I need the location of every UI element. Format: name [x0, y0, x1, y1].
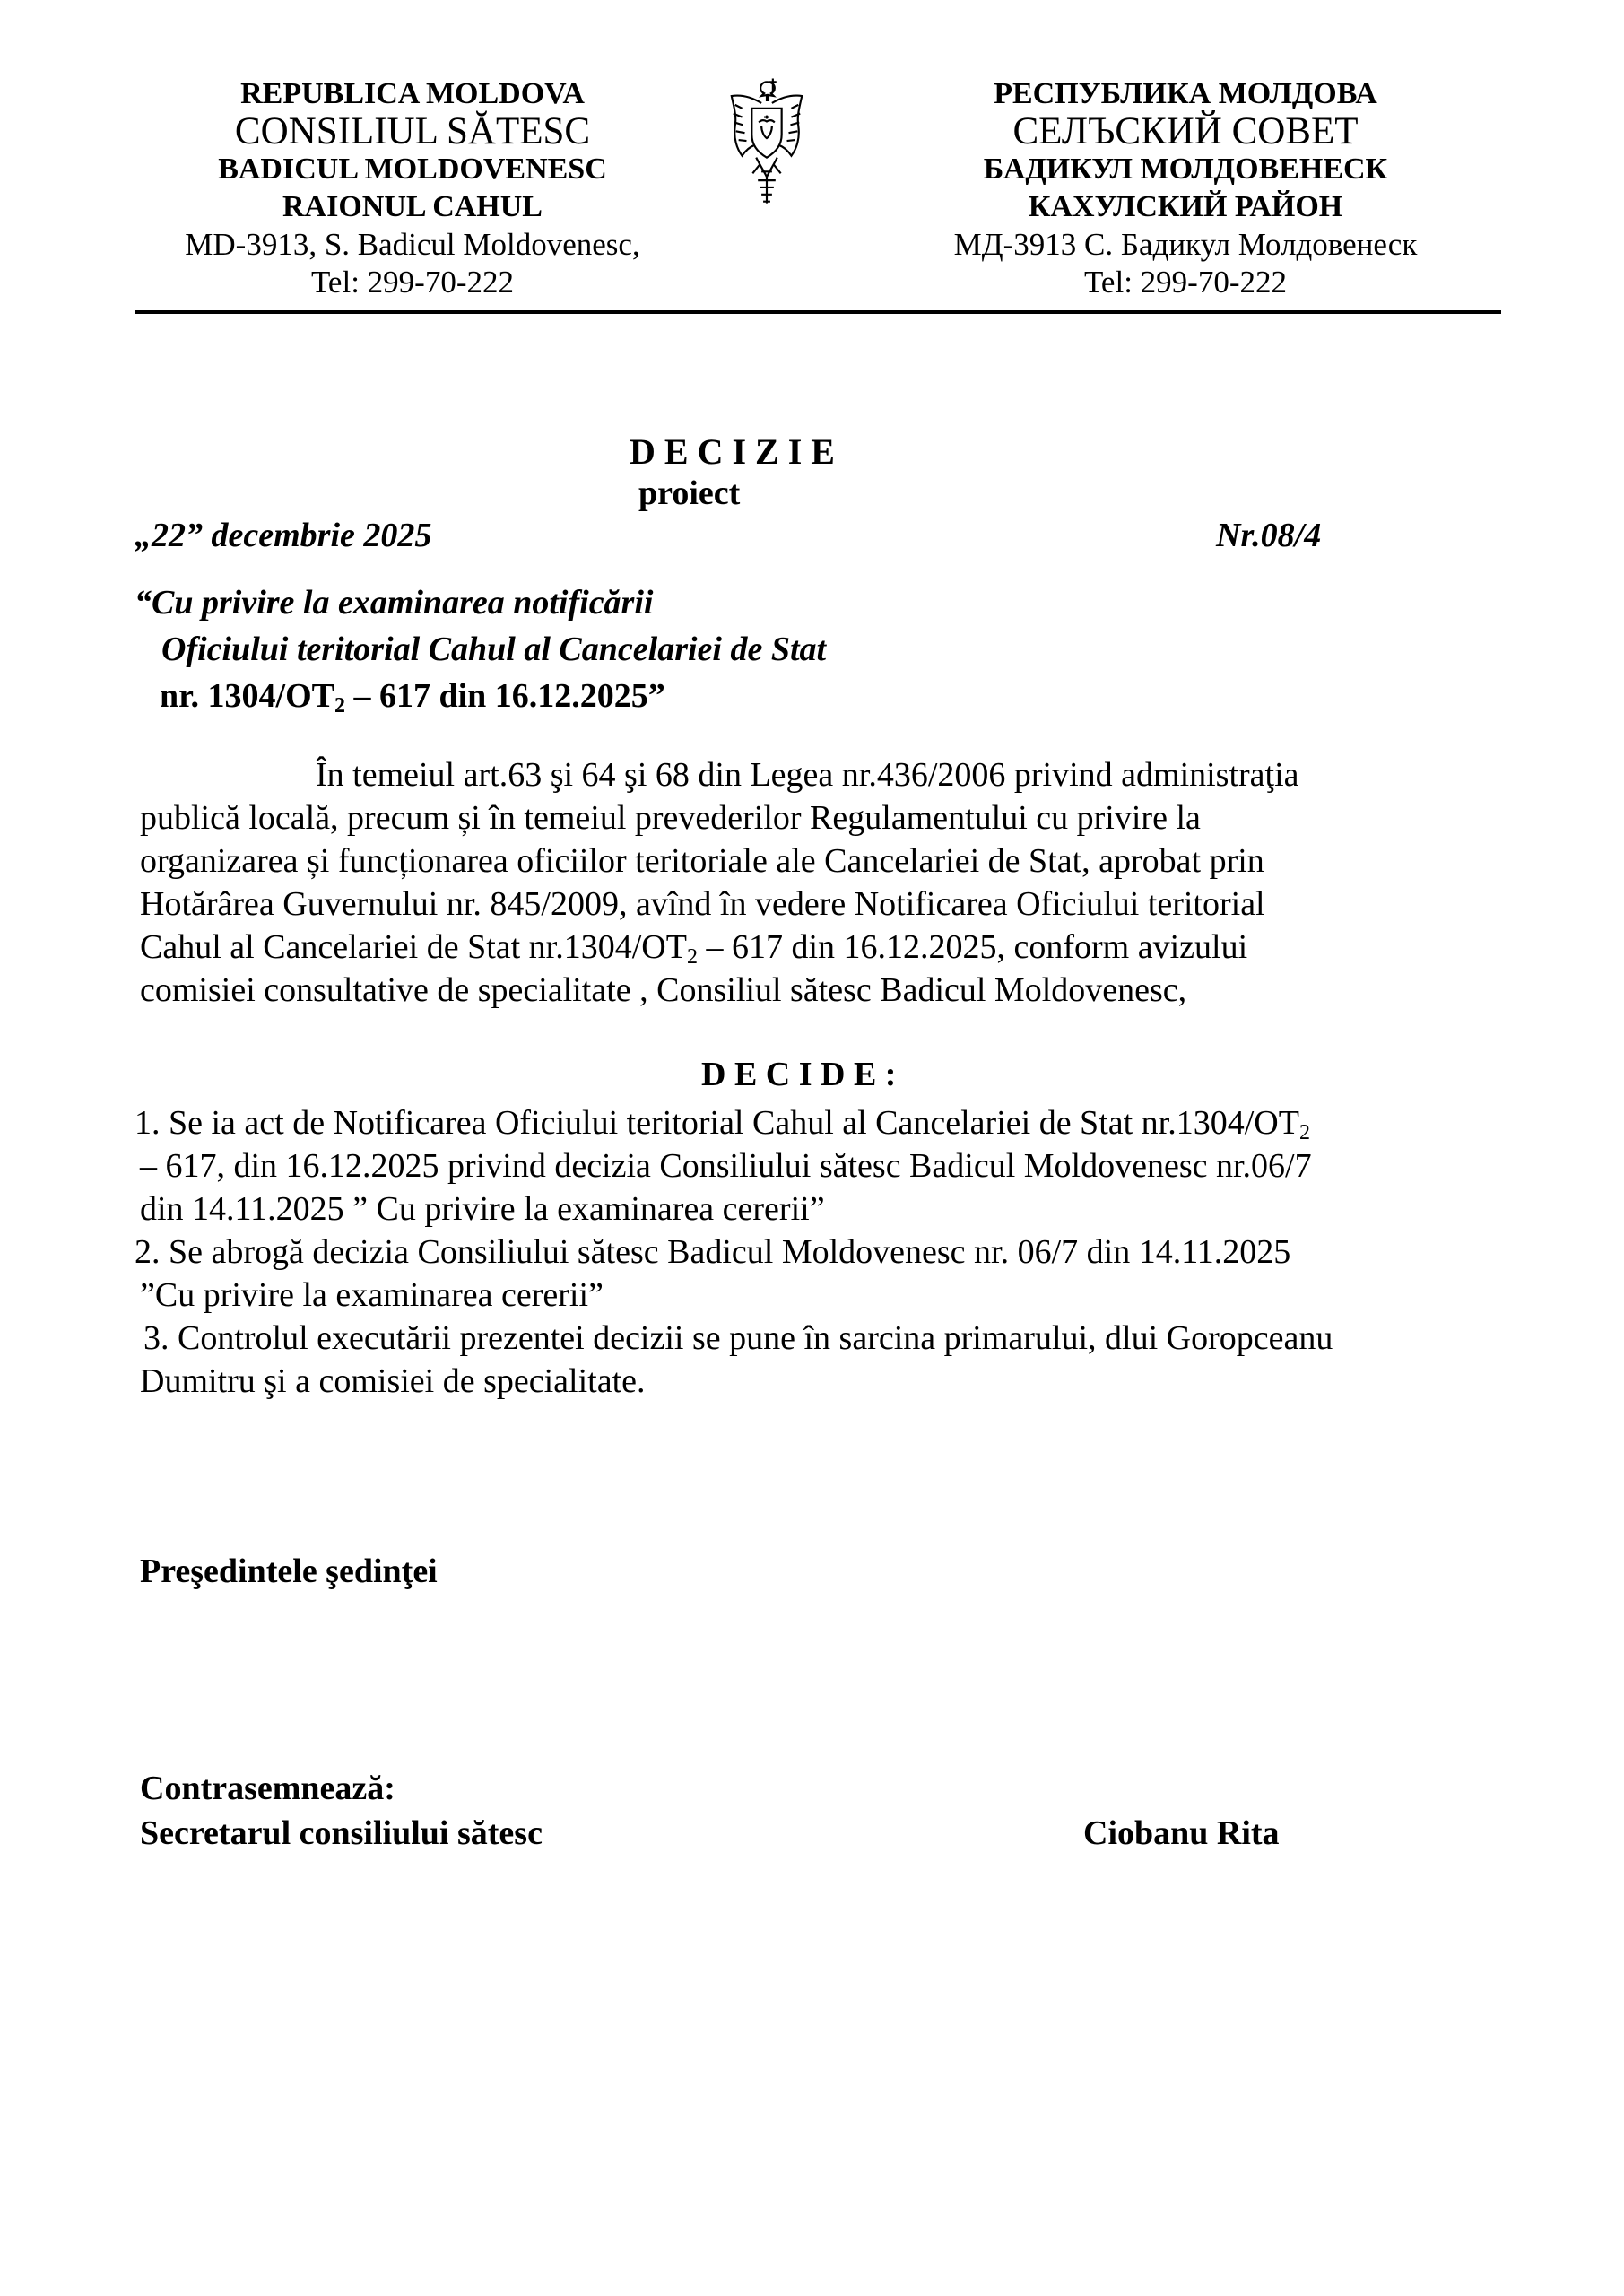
- countersign-label: Contrasemnează:: [140, 1770, 395, 1807]
- chair-label: Preşedintele şedinţei: [140, 1552, 438, 1590]
- village-name-cyrillic: БАДИКУЛ МОЛДОВЕНЕСК: [983, 152, 1388, 186]
- item-3-line-1: 3. Controlul executării prezentei decizii se pune în sarcina primarului, dlui Goropceanu: [143, 1319, 1333, 1357]
- moldova-coat-of-arms-icon: [723, 75, 811, 210]
- decision-date: „22” decembrie 2025: [135, 517, 432, 554]
- preamble-line-3: organizarea și funcționarea oficiilor teritoriale ale Cancelariei de Stat, aprobat prin: [140, 842, 1264, 880]
- item-2-line-2: ”Cu privire la examinarea cererii”: [140, 1276, 604, 1314]
- village-name: BADICUL MOLDOVENESC: [218, 152, 607, 186]
- subject-line-3: nr. $1304/OT_2 - 617$ din 16.12.2025”: [160, 677, 665, 718]
- secretary-name: Ciobanu Rita: [1083, 1814, 1280, 1852]
- decision-number: Nr.08/4: [1216, 517, 1322, 554]
- preamble-line-2: publică locală, precum și în temeiul prevederilor Regulamentului cu privire la: [140, 799, 1201, 837]
- preamble-line-5: Cahul al Cancelariei de Stat $nr.1304/OT_2 - 617$ din 16.12.2025, conform avizului: [140, 928, 1248, 969]
- country-name-cyrillic: РЕСПУБЛИКА МОЛДОВА: [994, 77, 1377, 110]
- phone-cyrillic: Tel: 299-70-222: [1084, 265, 1287, 300]
- address-cyrillic: МД-3913 С. Бадикул Молдовенеск: [953, 227, 1418, 262]
- item-3-line-2: Dumitru şi a comisiei de specialitate.: [140, 1362, 646, 1400]
- header-right: [899, 75, 1472, 301]
- district-name: RAIONUL CAHUL: [282, 190, 543, 223]
- council-name: CONSILIUL SĂTESC: [234, 110, 591, 152]
- council-name-cyrillic: СЕЛЪСКИЙ СОВЕТ: [1012, 110, 1359, 152]
- item-1-line-1: 1. Se ia act de Notificarea Oficiului teritorial Cahul al Cancelariei de Stat $nr.1304/OT_2$: [135, 1104, 1310, 1144]
- preamble-line-4: Hotărârea Guvernului nr. 845/2009, avînd în vedere Notificarea Oficiului teritorial: [140, 885, 1265, 923]
- district-name-cyrillic: КАХУЛСКИЙ РАЙОН: [1028, 190, 1343, 223]
- item-1-line-3: din 14.11.2025 ” Cu privire la examinarea cererii”: [140, 1190, 825, 1228]
- item-1-line-2: – 617, din 16.12.2025 privind decizia Consiliului sătesc Badicul Moldovenesc nr.06/7: [140, 1147, 1312, 1185]
- subject-line-1: “Cu privire la examinarea notificării: [135, 584, 654, 622]
- subject-line-2: Oficiului teritorial Cahul al Cancelariei de Stat: [161, 631, 827, 668]
- decision-subtitle: proiect: [638, 474, 741, 512]
- phone: Tel: 299-70-222: [311, 265, 514, 300]
- header-divider: [135, 310, 1501, 314]
- decision-title: D E C I Z I E: [630, 431, 835, 472]
- preamble-line-6: comisiei consultative de specialitate , Consiliul sătesc Badicul Moldovenesc,: [140, 971, 1187, 1009]
- item-2-line-1: 2. Se abrogă decizia Consiliului sătesc Badicul Moldovenesc nr. 06/7 din 14.11.2025: [135, 1233, 1291, 1271]
- decide-title: D E C I D E :: [701, 1056, 897, 1093]
- country-name: REPUBLICA MOLDOVA: [240, 77, 585, 110]
- header-left: [126, 75, 699, 301]
- secretary-title: Secretarul consiliului sătesc: [140, 1814, 543, 1852]
- preamble-line-1: În temeiul art.63 şi 64 şi 68 din Legea nr.436/2006 privind administraţia: [316, 756, 1299, 794]
- address: MD-3913, S. Badicul Moldovenesc,: [185, 227, 640, 262]
